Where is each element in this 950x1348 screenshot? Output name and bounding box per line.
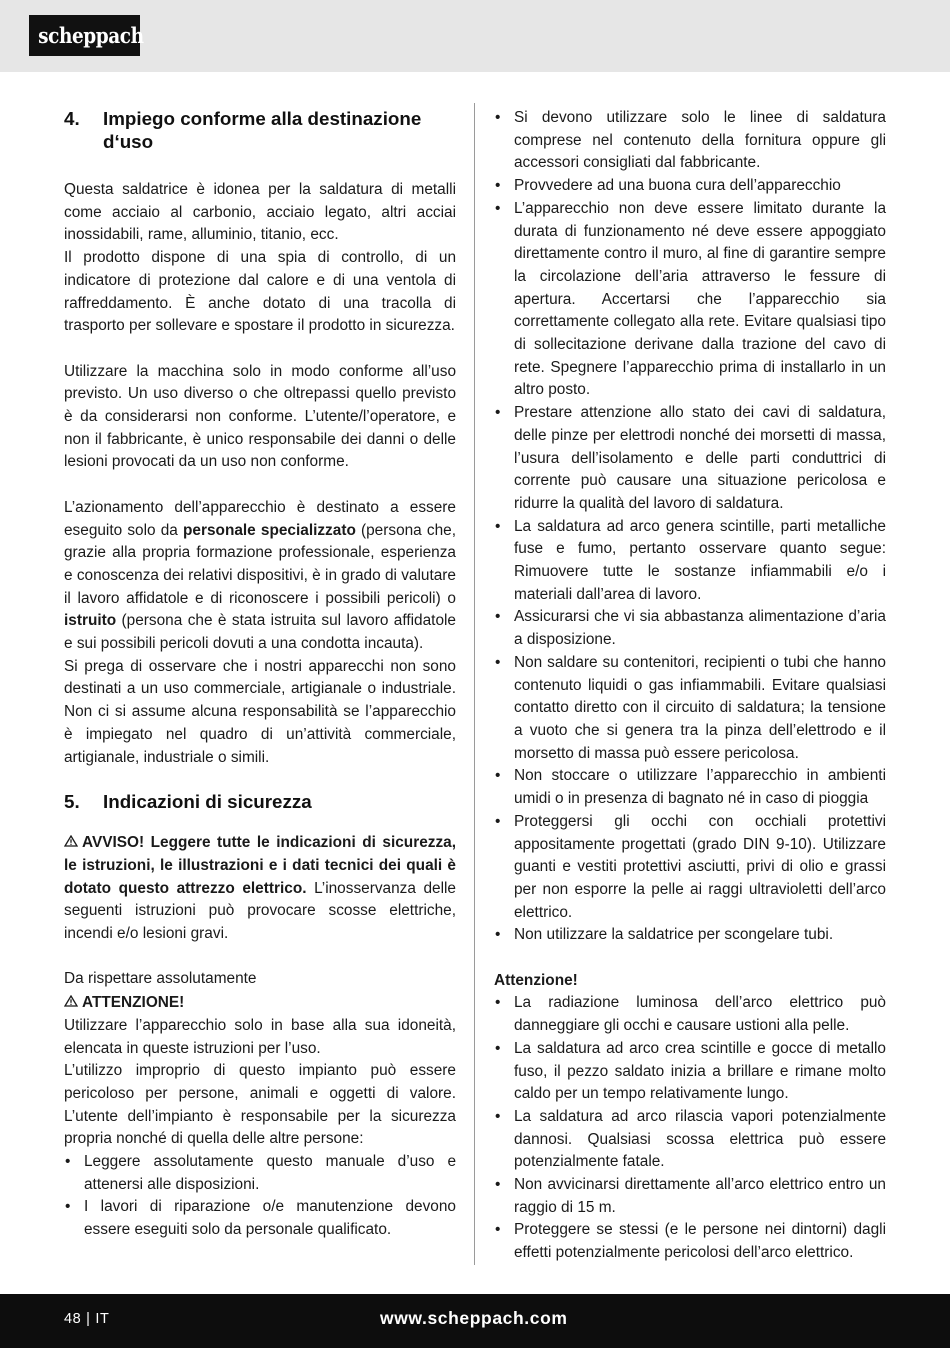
- right-bullet-list-1: [494, 107, 886, 947]
- warning-triangle-icon: [64, 831, 78, 854]
- header-band: [0, 0, 950, 72]
- language-code: IT: [95, 1311, 110, 1327]
- paragraph-improper-use: L’utilizzo improprio di questo impianto può essere pericoloso per persone, animali e oggetti di valore. L’utente dell’impianto è responsabile per la sicurezza propria nonché di quella delle altre persone:: [64, 1062, 456, 1148]
- right-column: [494, 107, 886, 1265]
- paragraph-qualified-personnel: [64, 497, 456, 656]
- text-run: L’azionamento dell’apparecchio è destinato a essere eseguito solo da: [64, 498, 456, 539]
- list-item: • Provvedere ad una buona cura dell’apparecchio: [494, 175, 886, 198]
- spacer: [494, 947, 886, 970]
- spacer: [64, 474, 456, 497]
- column-divider: [474, 103, 475, 1265]
- separator: |: [86, 1311, 91, 1327]
- list-item: • Proteggersi gli occhi con occhiali protettivi appositamente progettati (grado DIN 9-10). Utilizzare guanti e vestiti protettivi asciutti, privi di olio e grassi per non esporre la pelle ai raggi ultravioletti dell’arco elettrico.: [494, 811, 886, 925]
- list-item: • Non utilizzare la saldatrice per scongelare tubi.: [494, 924, 886, 947]
- list-item: • Prestare attenzione allo stato dei cavi di saldatura, delle pinze per elettrodi nonché dei morsetti di massa, l’usura dell’isolamento e delle parti conduttrici di corrente può causare una situazione pericolosa e ridurre la qualità del lavoro di saldatura.: [494, 402, 886, 516]
- list-item: • Assicurarsi che vi sia abbastanza alimentazione d’aria a disposizione.: [494, 606, 886, 651]
- list-item: • Proteggere se stessi (e le persone nei dintorni) dagli effetti potenzialmente pericolosi dell’arco elettrico.: [494, 1219, 886, 1264]
- list-item: • La saldatura ad arco crea scintille e gocce di metallo fuso, il pezzo saldato inizia a brillare e rimane molto caldo per un tempo relativamente lungo.: [494, 1038, 886, 1106]
- warning-text: L’inosservanza delle seguenti istruzioni può provocare scosse elettriche, incendi e/o lesioni gravi.: [64, 879, 456, 943]
- spacer: [64, 153, 456, 179]
- attention-heading-text: Attenzione!: [494, 971, 578, 989]
- brand-logo-text: scheppach: [38, 23, 144, 48]
- list-item: • I lavori di riparazione o/e manutenzione devono essere eseguiti solo da personale qualificato.: [64, 1196, 456, 1241]
- brand-logo: [29, 15, 144, 56]
- section-4-heading: [64, 107, 456, 153]
- website-link[interactable]: www.scheppach.com: [380, 1308, 568, 1328]
- warning-triangle-icon: [64, 991, 78, 1014]
- spacer: [64, 813, 456, 831]
- attention-heading: [494, 970, 886, 993]
- list-item: • Non saldare su contenitori, recipienti o tubi che hanno contenuto liquidi o gas infiammabili. Evitare qualsiasi contatto diretto con il circuito di saldatura; la tensione a vuoto che si genera tra la pinza dell’elettrodo e il morsetto di massa può essere pericolosa.: [494, 652, 886, 766]
- list-item: • La radiazione luminosa dell’arco elettrico può danneggiare gli occhi e causare ustioni alla pelle.: [494, 992, 886, 1037]
- spacer: [64, 769, 456, 790]
- footer-band: [0, 1294, 950, 1348]
- spacer: [64, 338, 456, 361]
- right-bullet-list-2: [494, 992, 886, 1264]
- list-item: • Leggere assolutamente questo manuale d’uso e attenersi alle disposizioni.: [64, 1151, 456, 1196]
- attention-label: ATTENZIONE!: [82, 994, 185, 1012]
- list-item: • Si devono utilizzare solo le linee di saldatura comprese nel contenuto della fornitura oppure gli accessori consigliati dal fabbricante.: [494, 107, 886, 175]
- left-bullet-list: [64, 1151, 456, 1242]
- list-item: • Non avvicinarsi direttamente all’arco elettrico entro un raggio di 15 m.: [494, 1174, 886, 1219]
- list-item: • La saldatura ad arco rilascia vapori potenzialmente dannosi. Qualsiasi scossa elettrica può essere potenzialmente fatale.: [494, 1106, 886, 1174]
- text-run: (persona che è stata istruita sul lavoro affidatole e sui possibili pericoli dovuti a una condotta incauta).: [64, 612, 456, 653]
- section-4-number: 4.: [64, 108, 80, 129]
- paragraph-warning: [64, 831, 456, 946]
- spacer: [64, 946, 456, 969]
- paragraph-conforming-use: Utilizzare la macchina solo in modo conforme all’uso previsto. Un uso diverso o che oltrepassi quello previsto è da considerarsi non conforme. L’utente/l’operatore, e non il fabbricante, è unico responsabile dei danni o delle lesioni provocati da un uso non conforme.: [64, 362, 456, 471]
- list-item: • L’apparecchio non deve essere limitato durante la durata di funzionamento né deve essere appoggiato direttamente contro il muro, al fine di garantire sempre la circolazione dell’aria attraverso le fessure di apertura. Accertarsi che l’apparecchio sia correttamente collegato alla rete. Evitare qualsiasi tipo di sollecitazione derivane dalla trazione del cavo di rete. Spegnere l’apparecchio prima di installarlo in un altro posto.: [494, 198, 886, 402]
- list-item: • Non stoccare o utilizzare l’apparecchio in ambienti umidi o in presenza di bagnato né in caso di pioggia: [494, 765, 886, 810]
- text-run: (persona che, grazie alla propria formazione professionale, esperienza e conoscenza dei relativi dispositivi, è in grado di valutare il lavoro affidatole e di riconoscere i possibili pericoli) o: [64, 521, 456, 607]
- section-4-title: Impiego conforme alla destinazione d‘uso: [103, 108, 422, 152]
- page-number: 48: [64, 1311, 82, 1327]
- section-5-title: Indicazioni di sicurezza: [103, 791, 312, 813]
- bold-text-run: istruito: [64, 612, 117, 630]
- section-5-heading: [64, 790, 456, 813]
- page-info: [64, 1311, 109, 1327]
- list-item: • La saldatura ad arco genera scintille, parti metalliche fuse e fumo, pertanto osservare quanto segue: Rimuovere tutte le sostanze infiammabili e/o i materiali dall’area di lavoro.: [494, 516, 886, 607]
- bold-text-run: personale specializzato: [183, 521, 356, 539]
- warning-bold-text: AVVISO! Leggere tutte le indicazioni di sicurezza, le istruzioni, le illustrazioni e i dati tecnici dei quali è dotato questo attrezzo elettrico.: [64, 834, 456, 897]
- paragraph-use-per-manual: Utilizzare l’apparecchio solo in base alla sua idoneità, elencata in queste istruzioni per l’uso.: [64, 1016, 456, 1057]
- paragraph-no-commercial-use: Si prega di osservare che i nostri apparecchi non sono destinati a un uso commerciale, artigianale o industriale. Non ci si assume alcuna responsabilità se l’apparecchio è impiegato nel quadro di un’attività commerciale, artigianale, industriale o simili.: [64, 657, 456, 766]
- section-5-number: 5.: [64, 791, 80, 813]
- left-column: [64, 107, 456, 1242]
- must-observe-text: Da rispettare assolutamente: [64, 970, 257, 988]
- paragraph-intended-use: Questa saldatrice è idonea per la saldatura di metalli come acciaio al carbonio, acciaio legato, altri acciai inossidabili, rame, alluminio, titanio, ecc.: [64, 181, 456, 244]
- attention-line: [64, 991, 456, 1015]
- paragraph-product-features: Il prodotto dispone di una spia di controllo, di un indicatore di protezione dal calore e di una ventola di raffreddamento. È anche dotato di una tracolla di trasporto per sollevare e spostare il prodotto in sicurezza.: [64, 249, 456, 335]
